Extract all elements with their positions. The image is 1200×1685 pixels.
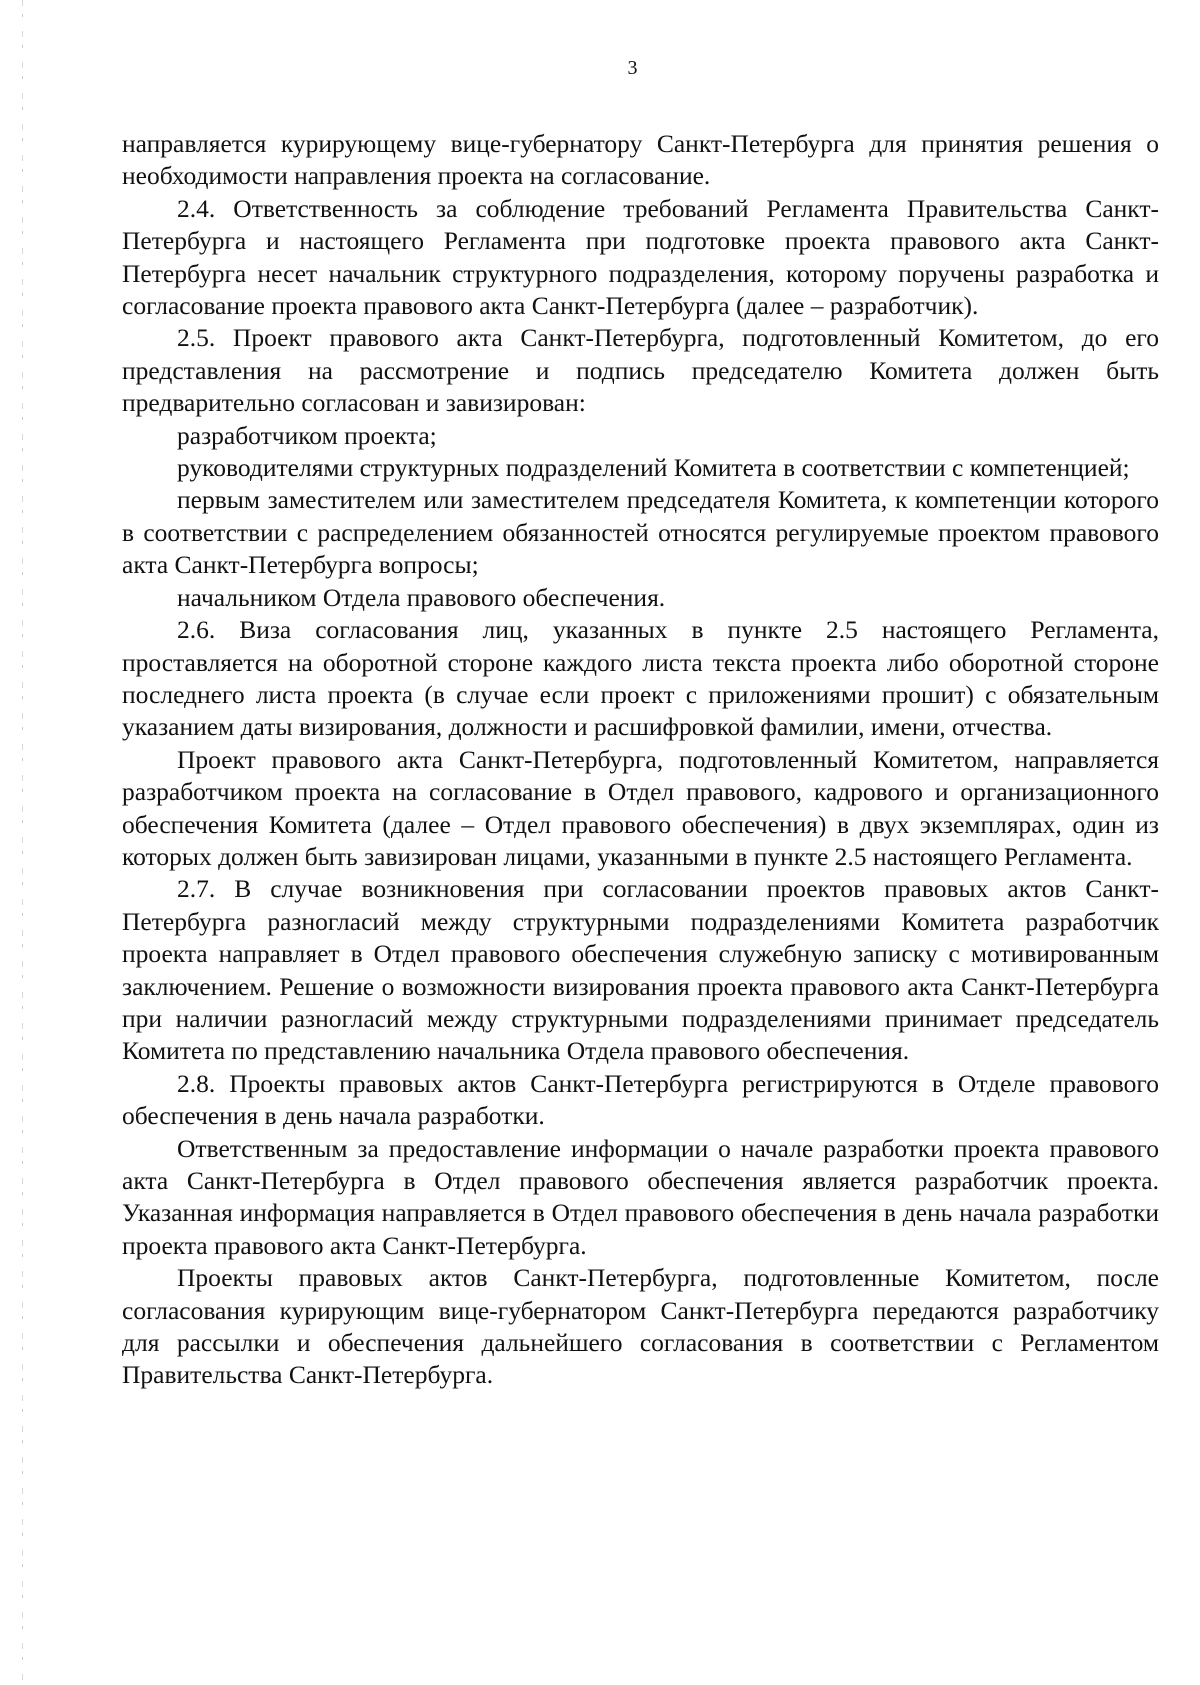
paragraph-2-7: 2.7. В случае возникновения при согласовании проектов правовых актов Санкт-Петербурга разногласий между структурными подразделениями Комитета разработчик проекта направляет в Отдел правового обеспечения служебную записку с мотивированным заключением. Решение о возможности визирования проекта правового акта Санкт-Петербурга при наличии разногласий между структурными подразделениями принимает председатель Комитета по представлению начальника Отдела правового обеспечения. <box>122 874 1159 1066</box>
list-item-legal-head: начальником Отдела правового обеспечения. <box>177 582 666 612</box>
paragraph-2-8-responsibility: Ответственным за предоставление информации о начале разработки проекта правового акта Санкт-Петербурга в Отдел правового обеспечения является разработчик проекта. Указанная информация направляется в Отдел правового обеспечения в день начала разработки проекта правового акта Санкт-Петербурга. <box>122 1133 1159 1260</box>
document-body <box>122 128 1159 1392</box>
list-item-developer: разработчиком проекта; <box>177 420 437 450</box>
page-number: 3 <box>627 57 638 79</box>
list-item-division-heads: руководителями структурных подразделений Комитета в соответствии с компетенцией; <box>177 453 1130 483</box>
list-item-deputy-chairman: первым заместителем или заместителем председателя Комитета, к компетенции которого в соответствии с распределением обязанностей относятся регулируемые проектом правового акта Санкт-Петербурга вопросы; <box>122 485 1159 580</box>
paragraph-2-8-distribution: Проекты правовых актов Санкт-Петербурга, подготовленные Комитетом, после согласования курирующим вице-губернатором Санкт-Петербурга передаются разработчику для рассылки и обеспечения дальнейшего согласования в соответствии с Регламентом Правительства Санкт-Петербурга. <box>122 1263 1159 1390</box>
scan-edge-artifact <box>22 0 23 1685</box>
paragraph-2-5: 2.5. Проект правового акта Санкт-Петербурга, подготовленный Комитетом, до его представления на рассмотрение и подпись председателю Комитета должен быть предварительно согласован и завизирован: <box>122 323 1159 418</box>
paragraph-2-4: 2.4. Ответственность за соблюдение требований Регламента Правительства Санкт-Петербурга и настоящего Регламента при подготовке проекта правового акта Санкт-Петербурга несет начальник структурного подразделения, которому поручены разработка и согласование проекта правового акта Санкт-Петербурга (далее – разработчик). <box>122 193 1159 321</box>
paragraph-continuation: направляется курирующему вице-губернатору Санкт-Петербурга для принятия решения о необходимости направления проекта на согласование. <box>122 129 1159 191</box>
paragraph-2-6-continued: Проект правового акта Санкт-Петербурга, подготовленный Комитетом, направляется разработчиком проекта на согласование в Отдел правового, кадрового и организационного обеспечения Комитета (далее – Отдел правового обеспечения) в двух экземплярах, один из которых должен быть завизирован лицами, указанными в пункте 2.5 настоящего Регламента. <box>122 744 1159 871</box>
paragraph-2-8: 2.8. Проекты правовых актов Санкт-Петербурга регистрируются в Отделе правового обеспечения в день начала разработки. <box>122 1068 1159 1131</box>
paragraph-2-6: 2.6. Виза согласования лиц, указанных в пункте 2.5 настоящего Регламента, проставляется на оборотной стороне каждого листа текста проекта либо оборотной стороне последнего листа проекта (в случае если проект с приложениями прошит) с обязательным указанием даты визирования, должности и расшифровкой фамилии, имени, отчества. <box>122 615 1159 742</box>
